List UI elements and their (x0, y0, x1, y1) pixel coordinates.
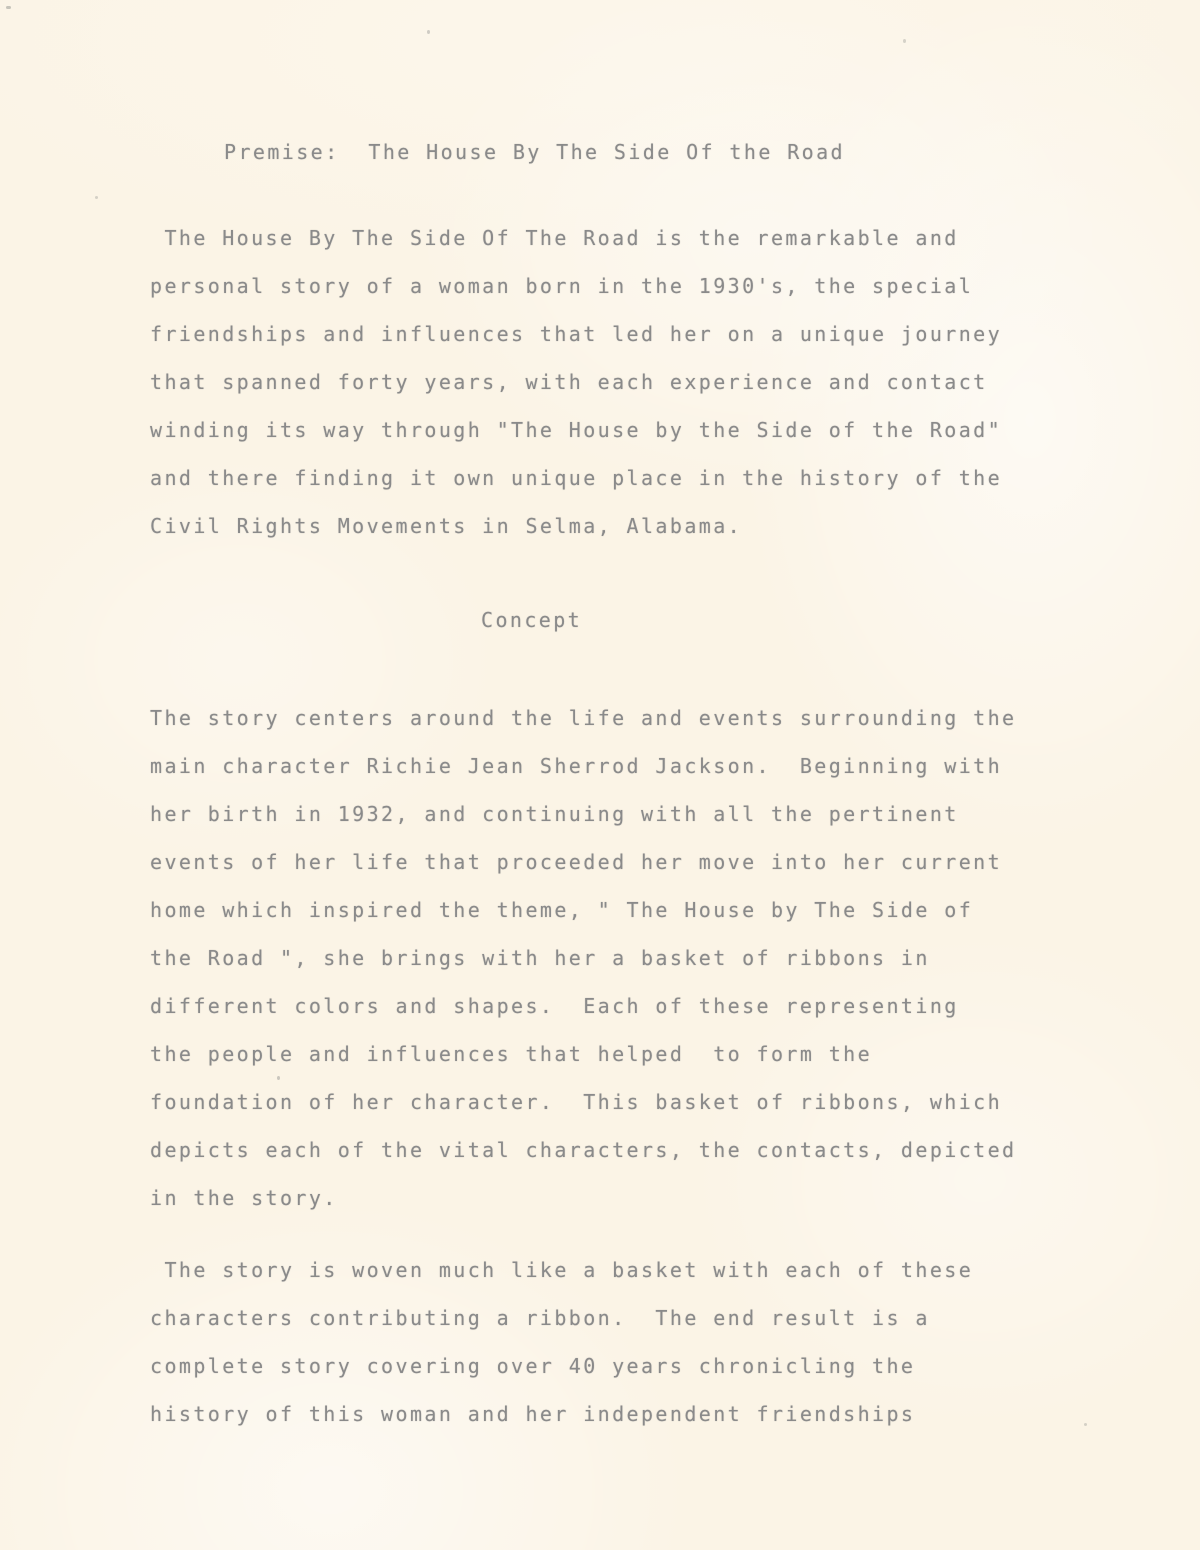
text-line: characters contributing a ribbon. The end result is a (150, 1306, 930, 1330)
premise-paragraph (150, 214, 1002, 550)
text-line: the Road ", she brings with her a basket of ribbons in (150, 946, 930, 970)
text-line: personal story of a woman born in the 1930's, the special (150, 274, 974, 298)
scan-speck (1084, 1423, 1087, 1426)
text-line: winding its way through "The House by the Side of the Road" (150, 418, 1003, 442)
text-line: depicts each of the vital characters, the contacts, depicted (150, 1138, 1017, 1162)
text-line: Civil Rights Movements in Selma, Alabama. (150, 514, 743, 538)
text-line: that spanned forty years, with each experience and contact (150, 370, 988, 394)
text-line: in the story. (150, 1186, 338, 1210)
text-line: complete story covering over 40 years chronicling the (150, 1354, 916, 1378)
text-line: home which inspired the theme, " The House by The Side of (150, 898, 974, 922)
text-line: the people and influences that helped to form the (150, 1042, 873, 1066)
concept-paragraph-2 (150, 1246, 973, 1438)
scan-speck (277, 1076, 280, 1080)
text-line: The House By The Side Of The Road is the remarkable and (150, 226, 959, 250)
text-line: and there finding it own unique place in the history of the (150, 466, 1003, 490)
text-line: The story centers around the life and events surrounding the (150, 706, 1017, 730)
text-line: her birth in 1932, and continuing with all the pertinent (150, 802, 959, 826)
text-line: different colors and shapes. Each of these representing (150, 994, 959, 1018)
text-line: main character Richie Jean Sherrod Jackson. Beginning with (150, 754, 1003, 778)
text-line: The story is woven much like a basket with each of these (150, 1258, 974, 1282)
concept-paragraph-1 (150, 694, 1016, 1222)
document-title: Premise: The House By The Side Of the Road (224, 140, 845, 164)
text-line: foundation of her character. This basket of ribbons, which (150, 1090, 1003, 1114)
text-line: history of this woman and her independent friendships (150, 1402, 916, 1426)
scan-speck (95, 196, 98, 199)
concept-heading: Concept (481, 608, 583, 632)
scan-speck (903, 39, 906, 43)
scan-speck (6, 6, 11, 9)
text-line: friendships and influences that led her on a unique journey (150, 322, 1003, 346)
scan-speck (427, 30, 430, 34)
text-line: events of her life that proceeded her move into her current (150, 850, 1003, 874)
